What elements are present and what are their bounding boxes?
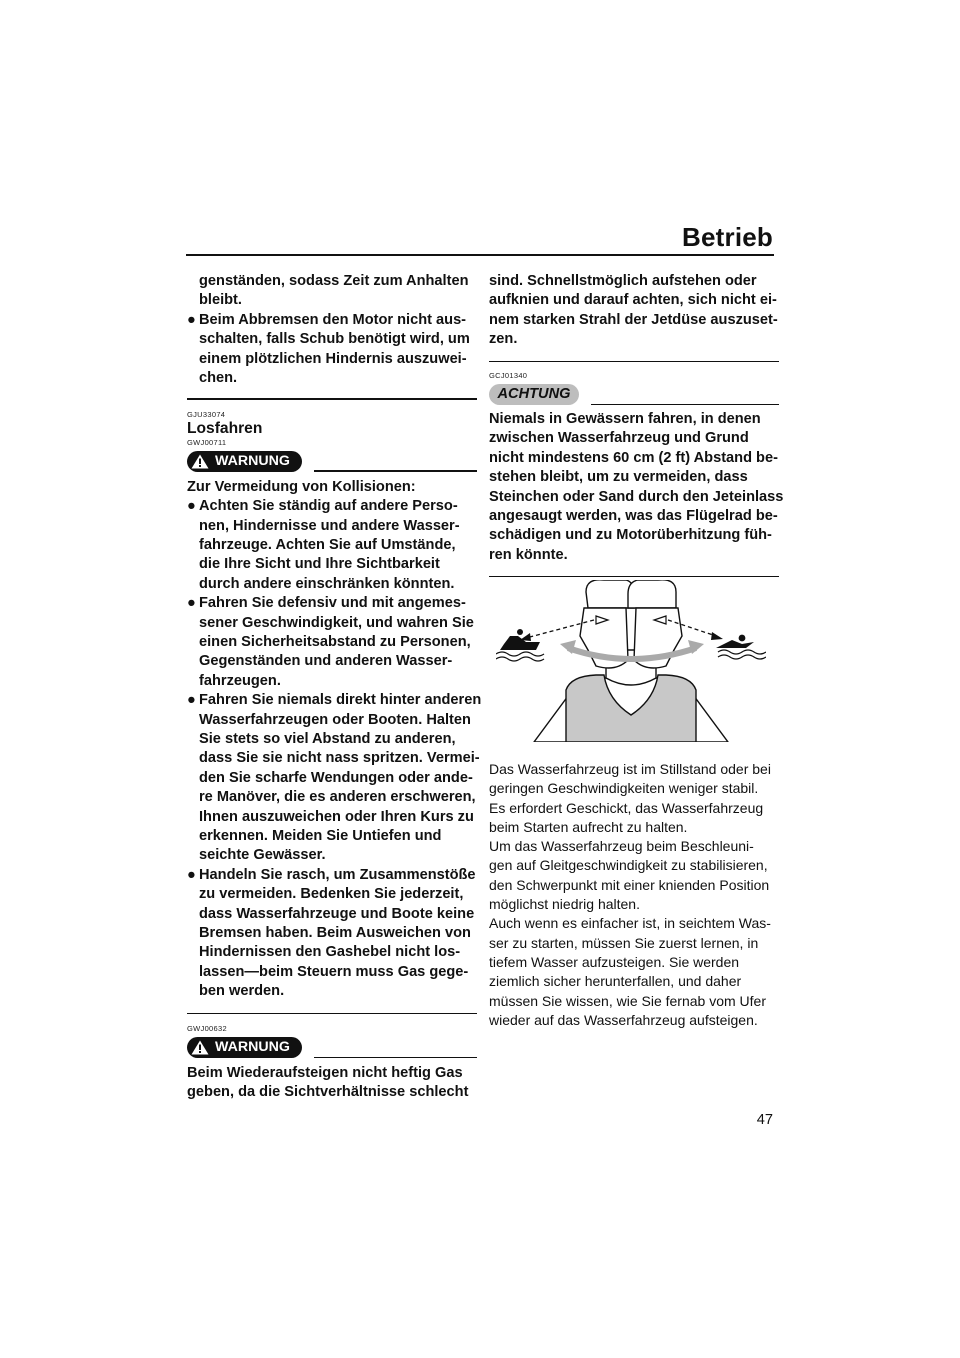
caution-banner (489, 381, 779, 405)
bullet-item: ● Fahren Sie defensiv und mit angemes- sener Geschwindigkeit, und wahren Sie einen Sicherheitsabstand zu Personen, Gegenständen und anderen Wasser- fahrzeugen. (187, 595, 474, 689)
warning-code: GWJ00711 (187, 437, 227, 447)
bullet-dot-icon: ● (187, 866, 196, 883)
caution-code: GCJ01340 (489, 370, 528, 380)
section-code: GJU33074 (187, 409, 226, 419)
page-number: 47 (756, 1112, 773, 1128)
right-column (489, 272, 784, 577)
header-rule (186, 254, 774, 256)
warning-triangle-icon (191, 1040, 209, 1055)
page-title: Betrieb (682, 222, 773, 252)
warning-code: GWJ00632 (187, 1024, 227, 1033)
warning-text: Beim Wiederaufsteigen nicht heftig Gas geben, da die Sichtverhältnisse schlecht (187, 1065, 469, 1101)
divider (489, 576, 779, 577)
caution-label: ACHTUNG (489, 384, 579, 405)
warning-rule (314, 470, 477, 471)
bullet-dot-icon: ● (187, 311, 196, 328)
section-heading: Losfahren (187, 419, 263, 437)
body-text: Das Wasserfahrzeug ist im Stillstand oder bei geringen Geschwindigkeiten weniger stabil. Es erfordert Geschickt, das Wasserfahrzeug beim Starten aufrecht zu halten. Um das Wasserfahrzeug beim Beschleuni- gen auf Gleitgeschwindigkeit zu stabilisieren, den Schwerpunkt mit einer knienden Position möglichst niedrig halten. Auch wenn es einfacher ist, in seichtem Was- ser zu starten, müssen Sie zuerst lernen, in tiefem Wasser aufzusteigen. Sie werden ziemlich sicher herunterfallen, und daher müssen Sie wissen, wie Sie fernab vom Ufer wieder auf das Wasserfahrzeug aufsteigen. (489, 761, 771, 1028)
continued-text: genständen, sodass Zeit zum Anhalten bleibt. (199, 273, 469, 309)
warning-intro: Zur Vermeidung von Kollisionen: (187, 478, 416, 495)
bullet-item: ● Beim Abbremsen den Motor nicht aus- schalten, falls Schub benötigt wird, um einem plötzlichen Hindernis auszuwei- chen. (187, 311, 470, 387)
bullet-item: ● Handeln Sie rasch, um Zusammenstöße zu vermeiden. Bedenken Sie jederzeit, dass Wasserfahrzeuge und Boote keine Bremsen haben. Beim Ausweichen von Hindernissen den Gashebel nicht los- lassen—beim Steuern muss Gas gege- ben werden. (187, 866, 476, 1000)
caution-text: Niemals in Gewässern fahren, in denen zwischen Wasserfahrzeug und Grund nicht mindestens 60 cm (2 ft) Abstand be- stehen bleibt, um zu vermeiden, dass Steinchen oder Sand durch den Jeteinlass angesaugt werden, was das Flügelrad be- schädigen und zu Motorüberhitzung füh- ren könnte. (489, 410, 784, 563)
bullet-dot-icon: ● (187, 692, 196, 709)
warning-label: WARNUNG (187, 451, 302, 472)
warning-rule (314, 1057, 477, 1058)
bullet-item: ● Fahren Sie niemals direkt hinter anderen Wasserfahrzeugen oder Booten. Halten Sie stets so viel Abstand zu anderen, dass Sie sie nicht nass spritzen. Vermei- den Sie scharfe Wendungen oder ande- re Manöver, die es anderen erschweren, Ihnen auszuweichen oder Ihren Kurs zu erkennen. Meiden Sie Untiefen und seichte Gewässer. (187, 692, 482, 864)
warning-banner (187, 1034, 477, 1058)
continued-warning-text: sind. Schnellstmöglich aufstehen oder aufknien und darauf achten, sich nicht ei- nem starken Strahl der Jetdüse auszuset- zen. (489, 273, 778, 348)
warning-banner (187, 448, 477, 472)
warning-label: WARNUNG (187, 1037, 302, 1058)
rider-visibility-illustration (496, 580, 766, 742)
warning-triangle-icon (191, 454, 209, 469)
bullet-dot-icon: ● (187, 498, 196, 515)
bullet-item: ● Achten Sie ständig auf andere Perso- nen, Hindernisse und andere Wasser- fahrzeuge. Achten Sie auf Umstände, die Ihre Sicht und Ihre Sichtbarkeit durch andere einschränken könnten. (187, 498, 460, 592)
left-column (187, 272, 482, 1103)
bullet-dot-icon: ● (187, 595, 196, 612)
swimmer-icon (716, 635, 766, 659)
caution-rule (591, 404, 779, 405)
watercraft-icon (496, 629, 544, 661)
